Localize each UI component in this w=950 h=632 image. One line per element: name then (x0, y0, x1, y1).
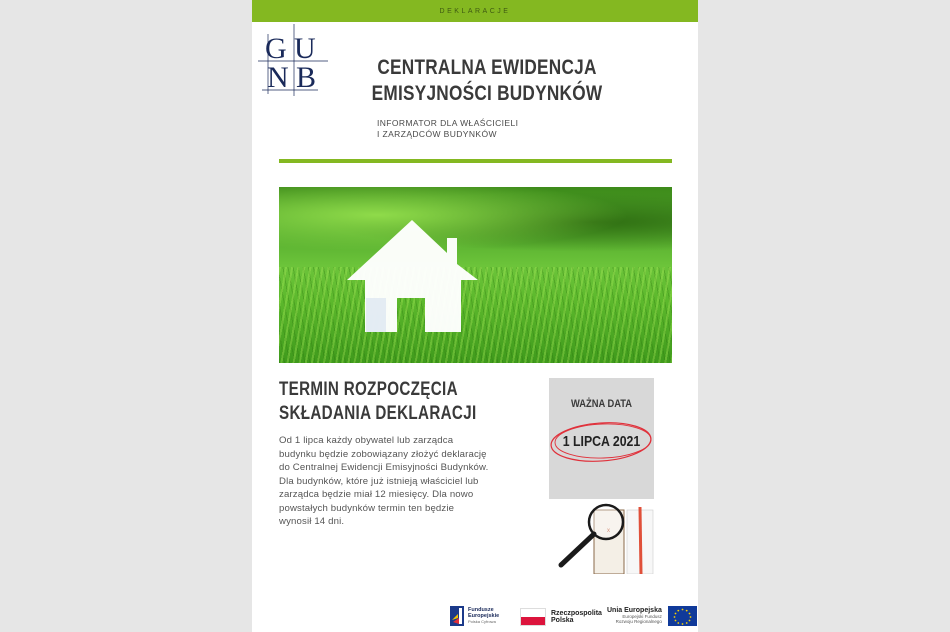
important-date-box (549, 378, 654, 499)
page-title (360, 55, 614, 107)
svg-text:U: U (294, 32, 316, 65)
footer-logos (252, 600, 698, 632)
fundusze-europejskie-logo (450, 606, 499, 626)
house-icon (347, 220, 482, 335)
document-page (252, 0, 698, 632)
rzeczpospolita-logo (520, 608, 602, 626)
eu-line-1: Unia Europejska (607, 606, 662, 614)
band-label: DEKLARACJE (439, 7, 511, 15)
section-heading (279, 378, 477, 426)
section-body (279, 434, 519, 529)
subtitle-line-2: I ZARZĄDCÓW BUDYNKÓW (377, 129, 497, 139)
body-line: zarządca będzie miał 12 miesięcy. Dla nowo (279, 489, 474, 500)
divider (279, 159, 672, 163)
svg-text:N: N (267, 61, 289, 94)
fe-logo-icon (450, 606, 464, 626)
fe-line-2: Europejskie (468, 613, 500, 619)
subtitle (377, 118, 518, 140)
eu-logo (607, 606, 697, 626)
poland-flag-icon (520, 608, 546, 626)
gunb-logo (258, 24, 328, 96)
eu-line-2: Europejski Fundusz (622, 614, 662, 620)
subtitle-line-1: INFORMATOR DLA WŁAŚCICIELI (377, 118, 519, 128)
eu-flag-icon (668, 606, 697, 626)
body-line: budynku będzie zobowiązany złożyć deklarację (279, 448, 487, 460)
fe-line-3: Polska Cyfrowa (468, 619, 496, 624)
body-line: do Centralnej Ewidencji Emisyjności Budynków. (279, 462, 489, 473)
top-band (252, 0, 698, 22)
important-date-label: WAŻNA DATA (570, 398, 633, 410)
fe-line-1: Fundusze (468, 607, 494, 613)
svg-text:B: B (296, 61, 317, 94)
eu-line-3: Rozwoju Regionalnego (615, 619, 662, 625)
heading-line-1: TERMIN ROZPOCZĘCIA (279, 379, 458, 400)
rp-line-2: Polska (551, 617, 574, 624)
title-line-1: CENTRALNA EWIDENCJA (377, 56, 597, 79)
heading-line-2: SKŁADANIA DEKLARACJI (279, 403, 477, 424)
magnifying-glass-icon (549, 502, 659, 574)
body-line: wynosił 14 dni. (279, 516, 345, 527)
body-line: Dla budynków, które już istnieją właściciel lub (279, 475, 479, 487)
important-date-value: 1 LIPCA 2021 (562, 433, 641, 450)
title-line-2: EMISYJNOŚCI BUDYNKÓW (371, 82, 603, 105)
hero-image (279, 187, 672, 363)
magnifier-illustration (549, 502, 659, 574)
body-line: powstałych budynków termin ten będzie (279, 502, 455, 514)
rp-line-1: Rzeczpospolita (551, 610, 602, 617)
body-line: Od 1 lipca każdy obywatel lub zarządca (279, 435, 454, 446)
svg-text:G: G (265, 32, 287, 65)
